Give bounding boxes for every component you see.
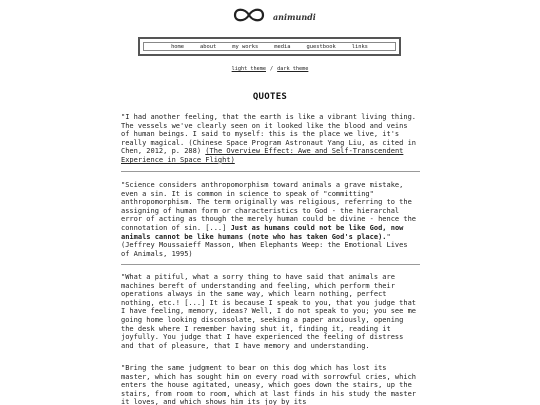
nav-guestbook[interactable]: guestbook: [306, 43, 336, 50]
quote-1-text: "I had another feeling, that the earth is like a vibrant living thing. The vessels we've clearly seen on it looked like the blood and veins of human beings. I said to myself: this is the place we live, it's really magical. (Chinese Space Program Astronaut Yang Liu, as cited in Chen, 2012, p. 288): [121, 113, 417, 156]
dark-theme-link[interactable]: dark theme: [277, 66, 309, 72]
quote-4: [121, 364, 420, 405]
divider: [121, 171, 420, 172]
quote-2-bold-text: Just as humans could not be like God, now animals cannot be like humans (note who has taken God's place).: [121, 223, 404, 241]
site-logo[interactable]: [231, 6, 341, 28]
main-nav: [138, 37, 401, 56]
page-title: QUOTES: [252, 92, 288, 102]
infinity-icon: [231, 6, 267, 24]
nav-about[interactable]: about: [200, 43, 217, 50]
theme-switcher: [0, 66, 540, 72]
quote-2-citation: " (Jeffrey Moussaieff Masson, When Elephants Weep: the Emotional Lives of Animals, 1995): [121, 232, 408, 258]
quote-2-text: "Science considers anthropomorphism toward animals a grave mistake, even a sin. It is common in science to speak of "committing" anthropomorphism. The term originally was religious, referring to the assigning of human form or characteristics to God - the hierarchal error of acting as though the merely human could be divine - hence the connotation of sin. [...]: [121, 181, 417, 232]
quote-1-source-link[interactable]: (The Overview Effect: Awe and Self-Transcendent Experience in Space Flight): [121, 147, 404, 164]
quote-2: [121, 181, 420, 258]
nav-my-works[interactable]: my works: [232, 43, 259, 50]
site-name: animundi: [273, 12, 316, 22]
quote-3: [121, 273, 420, 350]
nav-media[interactable]: media: [274, 43, 291, 50]
theme-separator: /: [270, 66, 274, 72]
divider: [121, 264, 420, 265]
nav-links[interactable]: links: [351, 43, 368, 50]
quote-4-text: "Bring the same judgment to bear on this dog which has lost its master, which has sought him on every road with sorrowful cries, which enters the house agitated, uneasy, which goes down the stairs, up the stairs, from room to room, which at last finds in his study the master it loves, and which shows him its joy by its: [121, 364, 417, 405]
light-theme-link[interactable]: light theme: [231, 66, 266, 72]
quote-3-text: "What a pitiful, what a sorry thing to have said that animals are machines bereft of understanding and feeling, which perform their operations always in the same way, which learn nothing, perfect nothing, etc.! [...] It is because I speak to you, that you judge that I have feeling, memory, ideas? Well, I do not speak to you; you see me going home looking disconsolate, seeking a paper anxiously, opening the desk where I remember having shut it, finding it, reading it joyfully. You judge that I have experienced the feeling of distress and that of pleasure, that I have memory and understanding.: [121, 273, 417, 350]
nav-home[interactable]: home: [171, 43, 185, 50]
quote-1: [121, 113, 420, 165]
